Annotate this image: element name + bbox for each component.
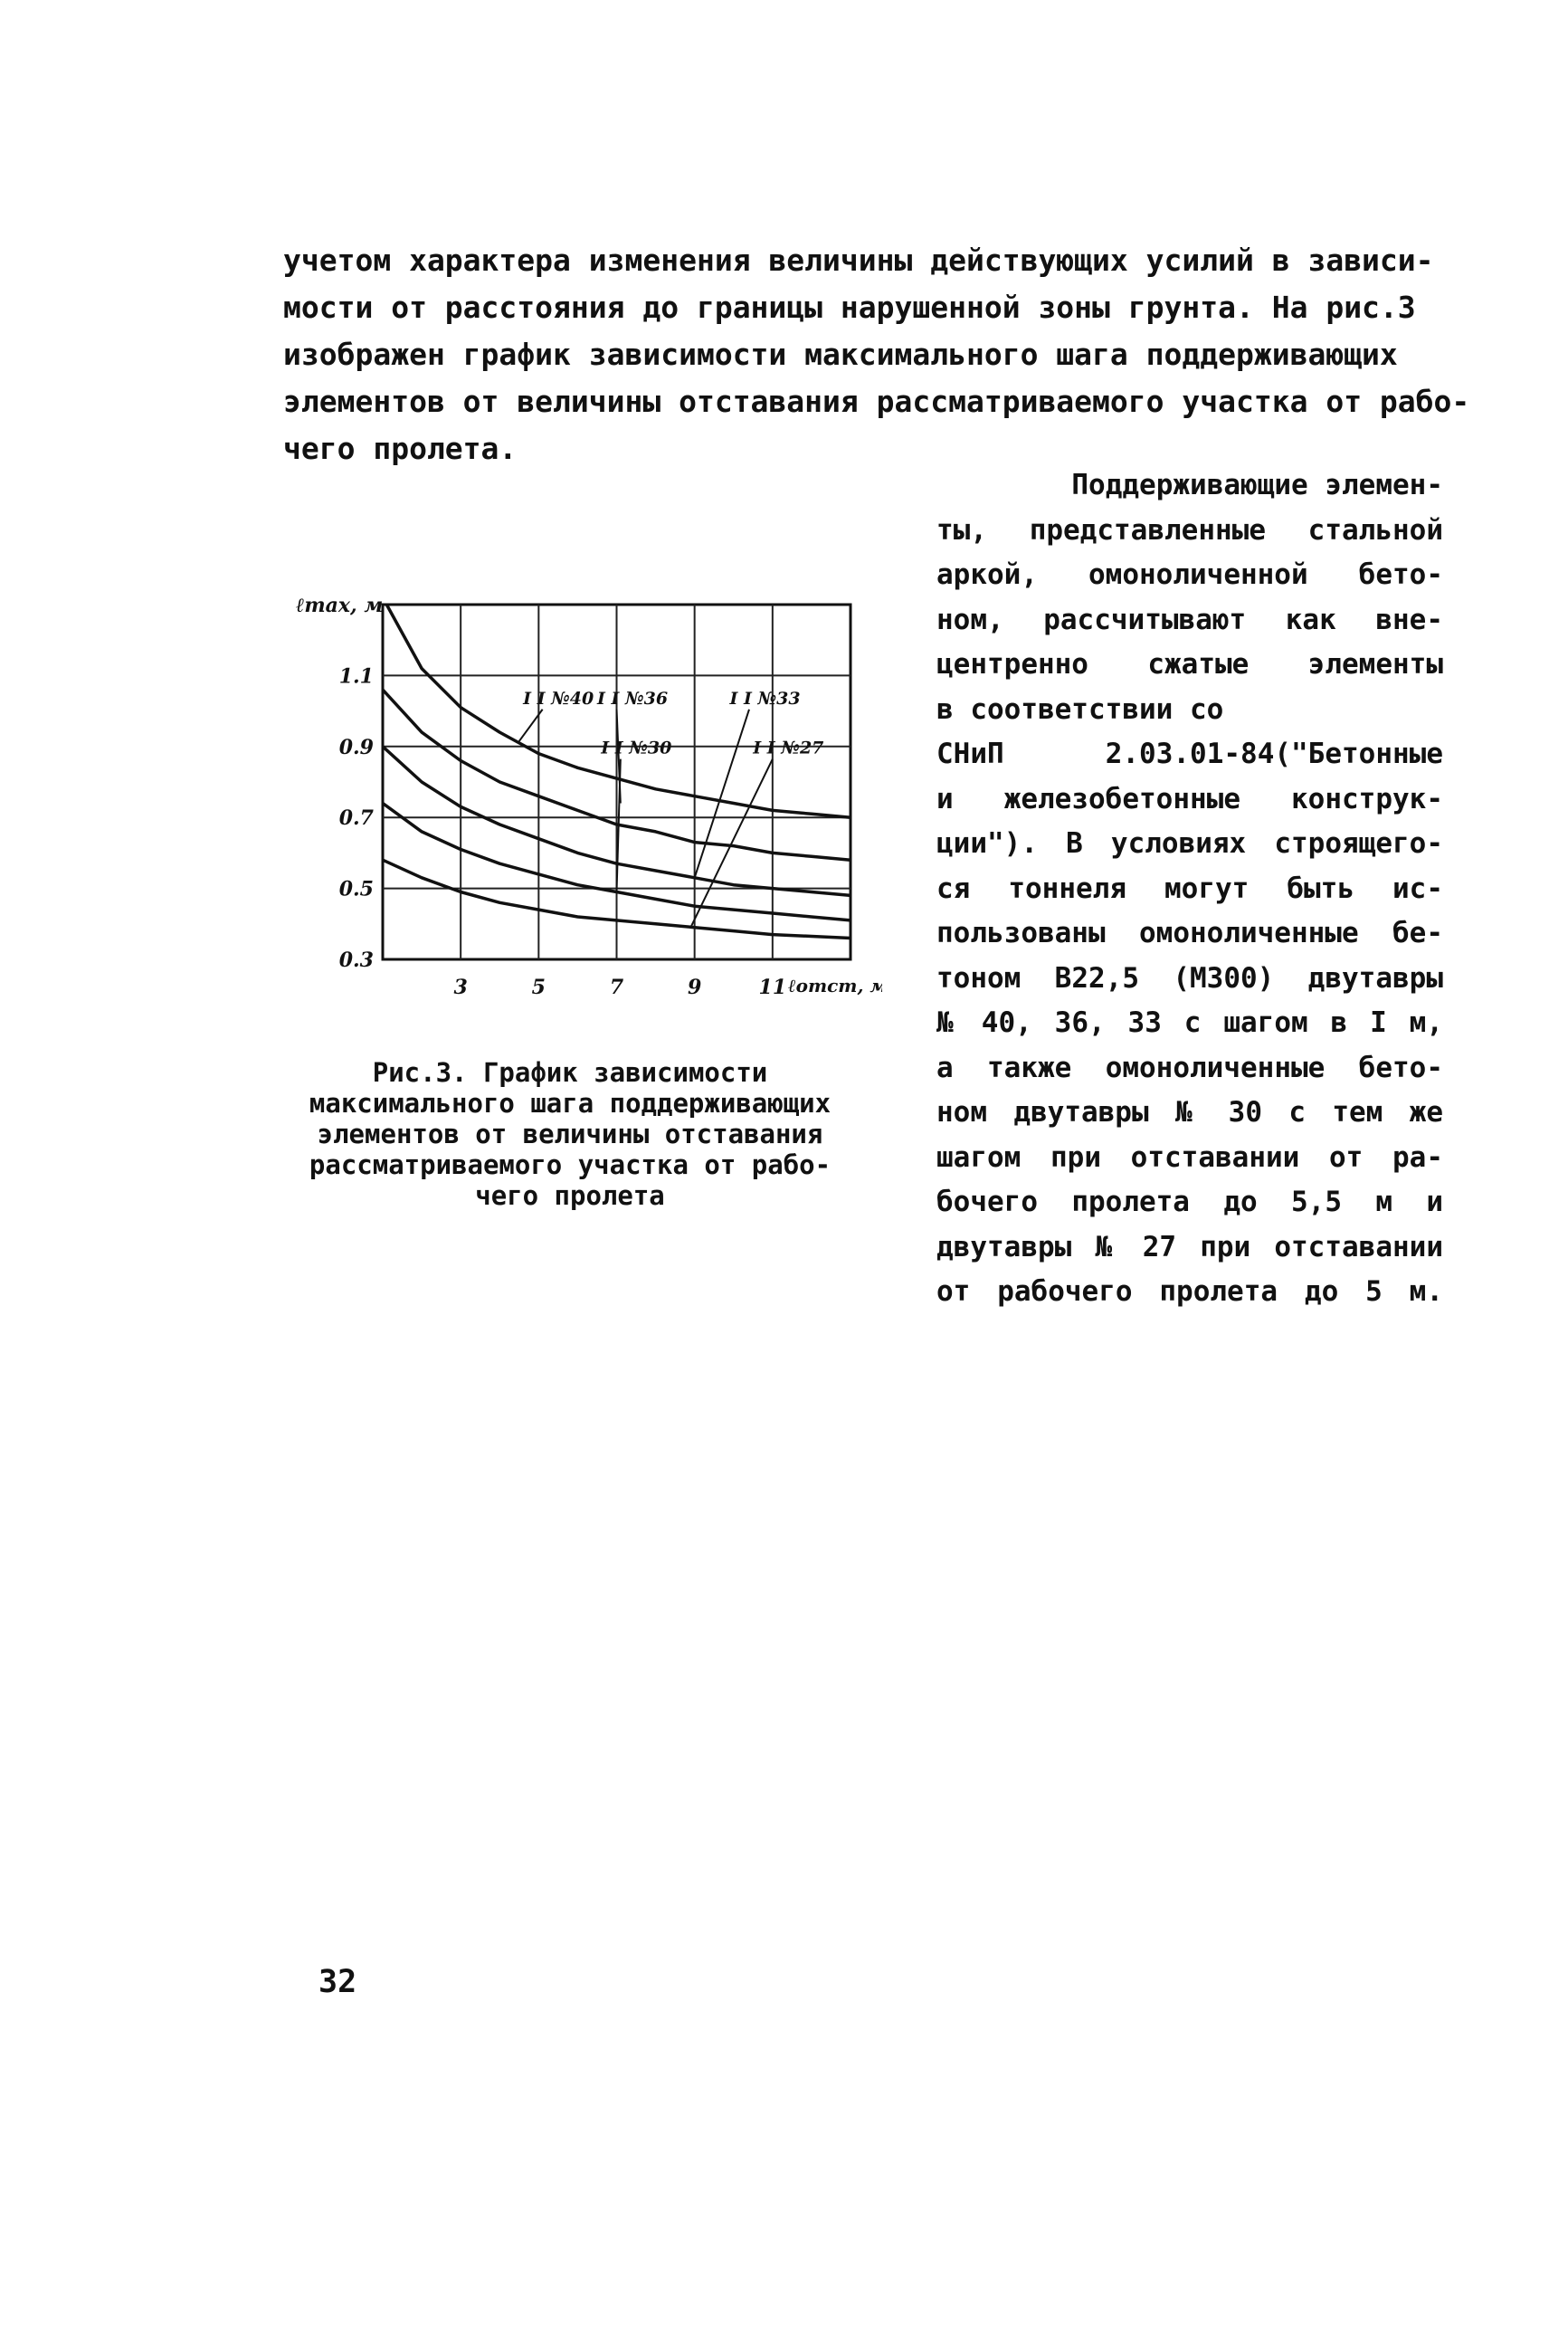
series-leader-line <box>695 710 749 878</box>
side-line: от рабочего пролета до 5 м. <box>936 1275 1443 1308</box>
side-line: бочего пролета до 5,5 м и <box>936 1186 1443 1218</box>
y-tick-label: 1.1 <box>338 664 374 689</box>
side-line: и железобетонные конструк- <box>936 782 1443 815</box>
y-tick-label: 0.7 <box>338 806 374 831</box>
figure-caption <box>271 1057 869 1211</box>
caption-line: рассматриваемого участка от рабо- <box>309 1149 832 1180</box>
x-tick-label: 7 <box>609 976 624 999</box>
series-label: I I №30 <box>601 738 672 758</box>
page-number: 32 <box>318 1964 357 2000</box>
side-line: в соответствии со <box>936 692 1224 726</box>
intro-line: элементов от величины отставания рассматриваемого участка от рабо- <box>283 384 1470 419</box>
side-line: ном, рассчитывают как вне- <box>936 603 1443 636</box>
caption-line: чего пролета <box>475 1180 665 1211</box>
side-line: ции"). В условиях строящего- <box>936 827 1443 860</box>
series-label: I I №33 <box>729 688 801 709</box>
x-tick-label: 5 <box>531 976 546 999</box>
side-line: тоном В22,5 (М300) двутавры <box>936 961 1443 995</box>
side-paragraph <box>936 463 1443 1315</box>
side-line: СНиП 2.03.01-84("Бетонные <box>936 738 1443 770</box>
series-label: I I №27 <box>753 738 824 758</box>
side-line: шагом при отставании от ра- <box>936 1140 1443 1174</box>
series-label: I I №36 <box>596 688 669 709</box>
step-vs-lag-chart <box>267 579 882 1014</box>
side-line: ты, представленные стальной <box>936 513 1443 547</box>
side-line: Поддерживающие элемен- <box>1071 469 1443 501</box>
caption-line: элементов от величины отставания <box>317 1119 823 1149</box>
y-tick-label: 0.3 <box>338 949 374 972</box>
intro-line: учетом характера изменения величины действующих усилий в зависи- <box>283 243 1434 278</box>
series-line <box>386 605 851 817</box>
side-line: № 40, 36, 33 с шагом в I м, <box>936 1006 1443 1039</box>
series-label: I I №40 <box>523 688 594 709</box>
intro-paragraph <box>283 237 1470 472</box>
x-axis-label: ℓотст, м <box>788 975 882 996</box>
side-line: центренно сжатые элементы <box>936 648 1443 681</box>
y-tick-label: 0.9 <box>338 735 374 759</box>
intro-line: изображен график зависимости максимального шага поддерживающих <box>283 337 1398 372</box>
x-tick-label: 9 <box>688 976 702 999</box>
y-axis-label: ℓmax, м <box>296 594 384 617</box>
side-line: а также омоноличенные бето- <box>936 1051 1443 1084</box>
intro-line: чего пролета. <box>283 431 518 466</box>
x-tick-label: 11 <box>758 976 787 999</box>
figure-3 <box>267 579 882 1014</box>
side-line: пользованы омоноличенные бе- <box>936 917 1443 949</box>
y-tick-label: 0.5 <box>338 877 374 901</box>
side-line: ся тоннеля могут быть ис- <box>936 872 1443 905</box>
caption-line: Рис.3. График зависимости <box>372 1057 768 1088</box>
caption-line: максимального шага поддерживающих <box>309 1088 832 1119</box>
side-line: аркой, омоноличенной бето- <box>936 558 1443 591</box>
side-line: двутавры № 27 при отставании <box>936 1230 1443 1263</box>
side-line: ном двутавры № 30 с тем же <box>936 1096 1443 1129</box>
x-tick-label: 3 <box>453 976 468 999</box>
intro-line: мости от расстояния до границы нарушенной зоны грунта. На рис.3 <box>283 290 1416 325</box>
